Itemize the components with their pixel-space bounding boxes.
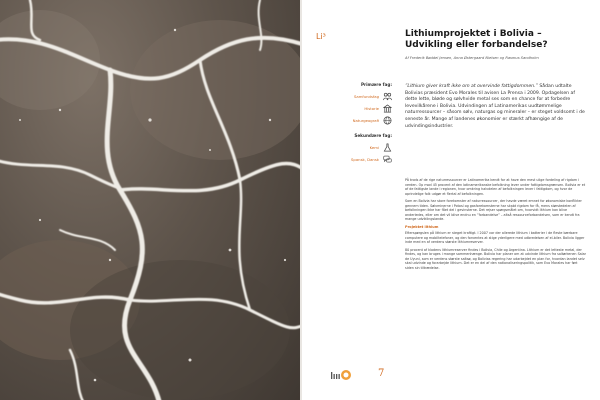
building-icon xyxy=(382,103,392,113)
chapter-mark: Li³ xyxy=(316,32,326,41)
subject-row-naturgeografi xyxy=(326,115,392,125)
lead-quote: ”Lithium giver kraft ikke om at overvinde fattigdommen.” xyxy=(405,84,538,89)
body-paragraph: 80 procent af klodens lithiumreserver findes i Bolivia, Chile og Argentina. Lithium er det letteste metal, der findes, og kan bruges i mange sammenhænge. Bolivia har planer om at udvinde lithium fra saltørkenen Salar de Uyuni, som er verdens største saltsø, og Bolivias regering har udarbejdet en plan for, hvordan landet selv skal udvinde og forarbejde lithium. Det er en del af den nationaliseringspolitik, som Evo Morales har ført siden sin tiltrædelse. xyxy=(405,247,586,270)
article-body xyxy=(405,178,587,273)
secondary-subjects-heading: Sekundære fag: xyxy=(354,133,392,138)
subject-row-historie xyxy=(326,103,392,113)
publisher-logo xyxy=(330,366,352,378)
speech-icon xyxy=(382,154,392,164)
subject-label: Naturgeografi xyxy=(352,117,379,123)
body-paragraph: Efterspørgslen på lithium er steget kraftigt. I 2007 var der allerede lithium i batterier i de fleste bærbare computere og mobiltelefoner, og den forventes at stige yderligere med udbredelsen af el-biler. Bolivia ligger inde med en af verdens største lithiumreserver. xyxy=(405,231,585,244)
flask-icon xyxy=(382,142,392,152)
article-title: Lithiumprojektet i Bolivia – Udvikling eller forbandelse? xyxy=(405,29,548,50)
subjects-sidebar xyxy=(326,82,392,166)
section-subheading: Projektet lithium xyxy=(405,224,439,229)
lead-paragraph xyxy=(405,84,587,130)
body-paragraph: Som en Bolivia har store forekomster af naturressourcer, der havde været emnet for økonomiske konflikter gennem tiden. Sølvminerne i Potosí og gasforekomsterne har skabt rigdom for få, mens størstedelen af befolkningen ikke har fået del i gevinsterne. Det rejser spørgsmålet om, hvorvidt lithium kan blive anderledes, eller om det vil blive endnu en ”forbandelse” – altså ressourceforbandelsen, som er kendt fra mange udviklingslande. xyxy=(405,199,582,221)
byline: Af Frederik Bøddel Jensen, Anna Østergaard Nielsen og Rasmus Sandholm xyxy=(405,56,539,60)
subject-row-samfundsfag xyxy=(326,91,392,101)
subject-label: Spansk, Dansk xyxy=(351,156,379,162)
globe-icon xyxy=(382,115,392,125)
subject-row-spansk-dansk xyxy=(326,154,392,164)
subject-row-kemi xyxy=(326,142,392,152)
subject-label: Samfundsfag xyxy=(353,93,379,99)
subject-label: Historie xyxy=(364,105,379,111)
primary-subjects-heading: Primære fag: xyxy=(360,82,392,87)
page-number: 7 xyxy=(378,368,385,379)
body-paragraph: På trods af de rige naturressourcer er Latinamerika kendt for at have den mest ulige fordeling af rigdom i verden. Op mod 45 procent af den latinamerikanske befolkning lever under fattigdomsgrænsen. Bolivia er et af de fattigste lande i regionen, hvor omkring halvdelen af befolkningen lever i fattigdom, og hvor de oprindelige folk udgør et flertal af befolkningen. xyxy=(405,178,586,196)
people-icon xyxy=(382,91,392,101)
lead-text: Sådan udtalte Bolivias præsident Evo Morales til avisen La Prensa i 2009. Opdagelsen af dette lette, bløde og sølvhvide metal ses som en chance for at forbedre levevilkårene i Bolivia. Udvindingen af Latinamerikas uudtømmelige naturressourcer – såsom sølv, naturgas og mineraler – er steget voldsomt i de seneste år. Mange af landenes økonomier er stærkt afhængige af de udvindingsindustrier. xyxy=(405,84,585,129)
page-gutter xyxy=(300,0,302,400)
subject-label: Kemi xyxy=(369,144,379,150)
